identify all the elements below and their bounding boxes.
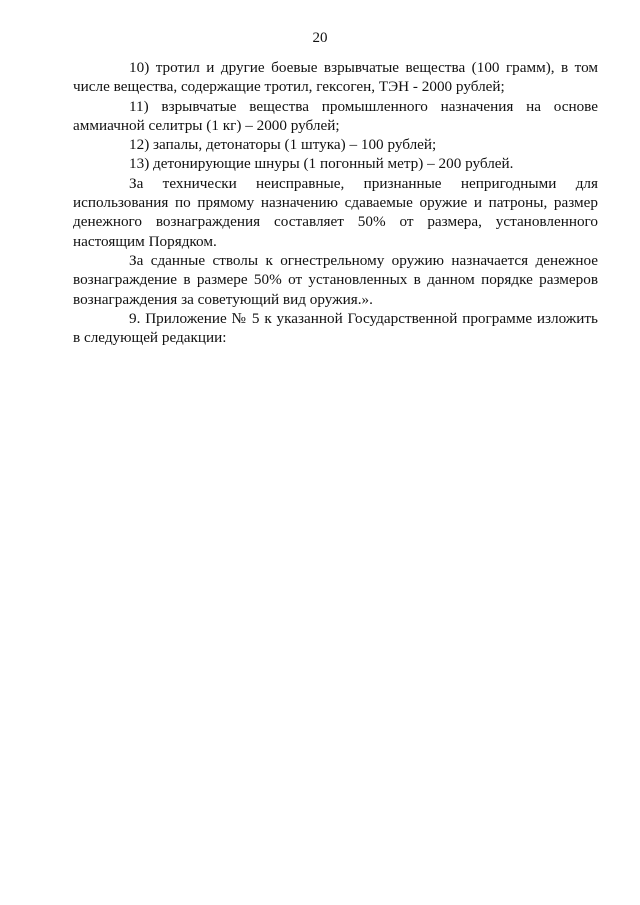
- list-item-12: 12) запалы, детонаторы (1 штука) – 100 рублей;: [129, 136, 437, 154]
- paragraph-defective-weapons: За технически неисправные, признанные непригодными для использования по прямому назначению сдаваемые оружие и патроны, размер денежного вознаграждения составляет 50% от размера, установленного настоящим Порядком.: [73, 174, 598, 250]
- document-body: [73, 58, 598, 347]
- paragraph-barrels: За сданные стволы к огнестрельному оружию назначается денежное вознаграждение в размере 50% от установленных в данном порядке размеров вознаграждения за советующий вид оружия.».: [73, 251, 598, 308]
- list-item-13: 13) детонирующие шнуры (1 погонный метр) – 200 рублей.: [129, 155, 514, 173]
- list-item-10: 10) тротил и другие боевые взрывчатые вещества (100 грамм), в том числе вещества, содержащие тротил, гексоген, ТЭН - 2000 рублей;: [73, 59, 598, 96]
- page-number: 20: [312, 30, 328, 46]
- paragraph-item-9: 9. Приложение № 5 к указанной Государственной программе изложить в следующей редакции:: [73, 309, 598, 347]
- list-item-11: 11) взрывчатые вещества промышленного назначения на основе аммиачной селитры (1 кг) – 2000 рублей;: [73, 97, 598, 134]
